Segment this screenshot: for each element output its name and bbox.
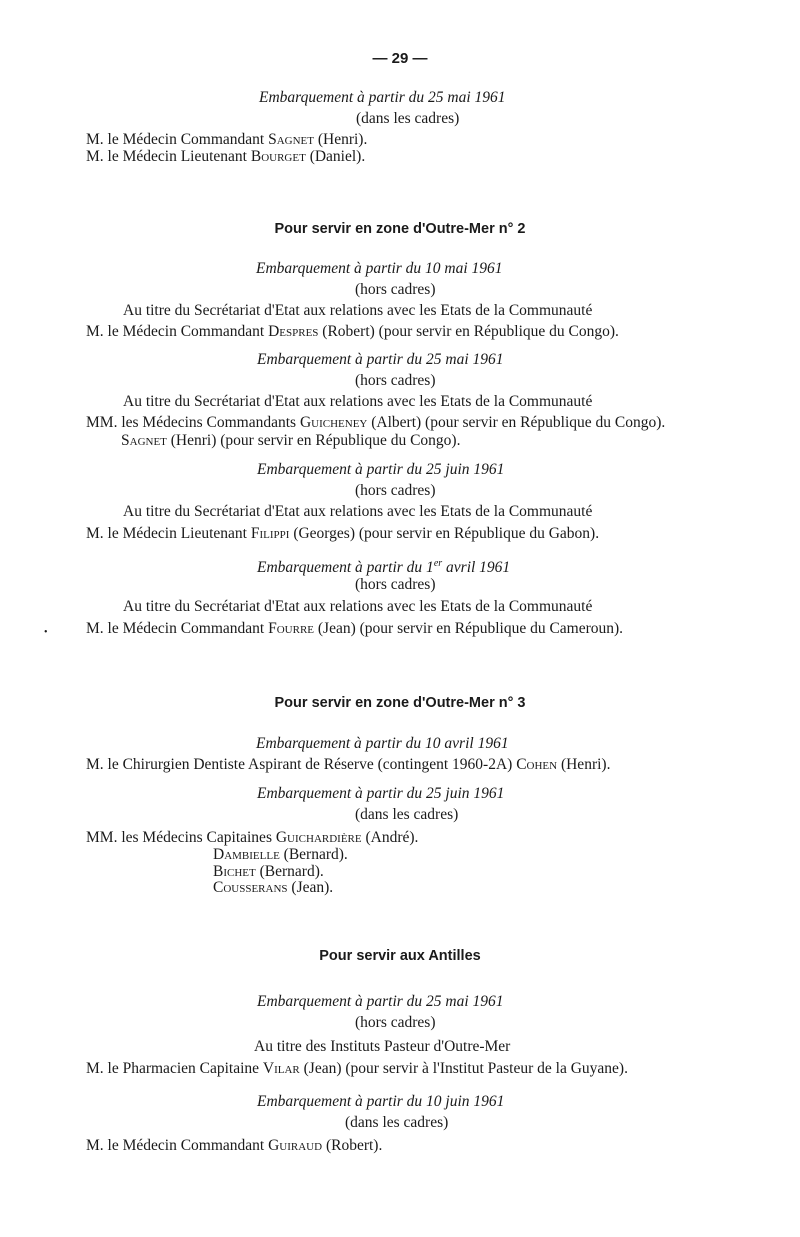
bullet-mark: • — [44, 627, 48, 638]
status-line: (dans les cadres) — [355, 806, 459, 823]
status-line: (dans les cadres) — [356, 110, 460, 127]
entry-line: M. le Médecin Commandant Fourre (Jean) (pour servir en République du Cameroun). — [86, 620, 624, 637]
subheading: Embarquement à partir du 1er avril 1961 — [257, 558, 511, 577]
entry-line: Dambielle (Bernard). — [213, 846, 348, 863]
status-line: (hors cadres) — [355, 576, 436, 593]
section-heading: Pour servir en zone d'Outre-Mer n° 3 — [274, 695, 526, 711]
entry-line: M. le Médecin Lieutenant Bourget (Daniel). — [86, 148, 366, 165]
page-number: — 29 — — [372, 50, 428, 67]
entry-line: M. le Médecin Commandant Despres (Robert) (pour servir en République du Congo). — [86, 323, 619, 340]
status-line: (dans les cadres) — [345, 1114, 449, 1131]
section-heading: Pour servir en zone d'Outre-Mer n° 2 — [274, 221, 526, 237]
subheading: Embarquement à partir du 25 juin 1961 — [257, 461, 505, 478]
subheading: Embarquement à partir du 10 juin 1961 — [257, 1093, 505, 1110]
subheading: Embarquement à partir du 10 avril 1961 — [256, 735, 509, 752]
section-heading: Pour servir aux Antilles — [319, 948, 481, 964]
status-line: (hors cadres) — [355, 482, 436, 499]
authority-line: Au titre du Secrétariat d'Etat aux relations avec les Etats de la Communauté — [123, 393, 593, 410]
entry-line: MM. les Médecins Commandants Guicheney (Albert) (pour servir en République du Congo). — [86, 414, 666, 431]
authority-line: Au titre du Secrétariat d'Etat aux relations avec les Etats de la Communauté — [123, 302, 593, 319]
entry-line: Sagnet (Henri) (pour servir en République du Congo). — [121, 432, 461, 449]
status-line: (hors cadres) — [355, 372, 436, 389]
subheading: Embarquement à partir du 25 juin 1961 — [257, 785, 505, 802]
authority-line: Au titre des Instituts Pasteur d'Outre-Mer — [254, 1038, 511, 1055]
entry-line: M. le Médecin Commandant Sagnet (Henri). — [86, 131, 368, 148]
entry-line: M. le Médecin Lieutenant Filippi (Georges) (pour servir en République du Gabon). — [86, 525, 600, 542]
entry-line: M. le Chirurgien Dentiste Aspirant de Réserve (contingent 1960-2A) Cohen (Henri). — [86, 756, 611, 773]
subheading: Embarquement à partir du 10 mai 1961 — [256, 260, 503, 277]
authority-line: Au titre du Secrétariat d'Etat aux relations avec les Etats de la Communauté — [123, 598, 593, 615]
entry-line: Bichet (Bernard). — [213, 863, 324, 880]
entry-line: MM. les Médecins Capitaines Guichardière (André). — [86, 829, 419, 846]
status-line: (hors cadres) — [355, 1014, 436, 1031]
entry-line: Cousserans (Jean). — [213, 879, 334, 896]
subheading: Embarquement à partir du 25 mai 1961 — [257, 993, 504, 1010]
subheading: Embarquement à partir du 25 mai 1961 — [257, 351, 504, 368]
subheading: Embarquement à partir du 25 mai 1961 — [259, 89, 506, 106]
status-line: (hors cadres) — [355, 281, 436, 298]
authority-line: Au titre du Secrétariat d'Etat aux relations avec les Etats de la Communauté — [123, 503, 593, 520]
entry-line: M. le Pharmacien Capitaine Vilar (Jean) (pour servir à l'Institut Pasteur de la Guyane). — [86, 1060, 628, 1077]
entry-line: M. le Médecin Commandant Guiraud (Robert). — [86, 1137, 383, 1154]
